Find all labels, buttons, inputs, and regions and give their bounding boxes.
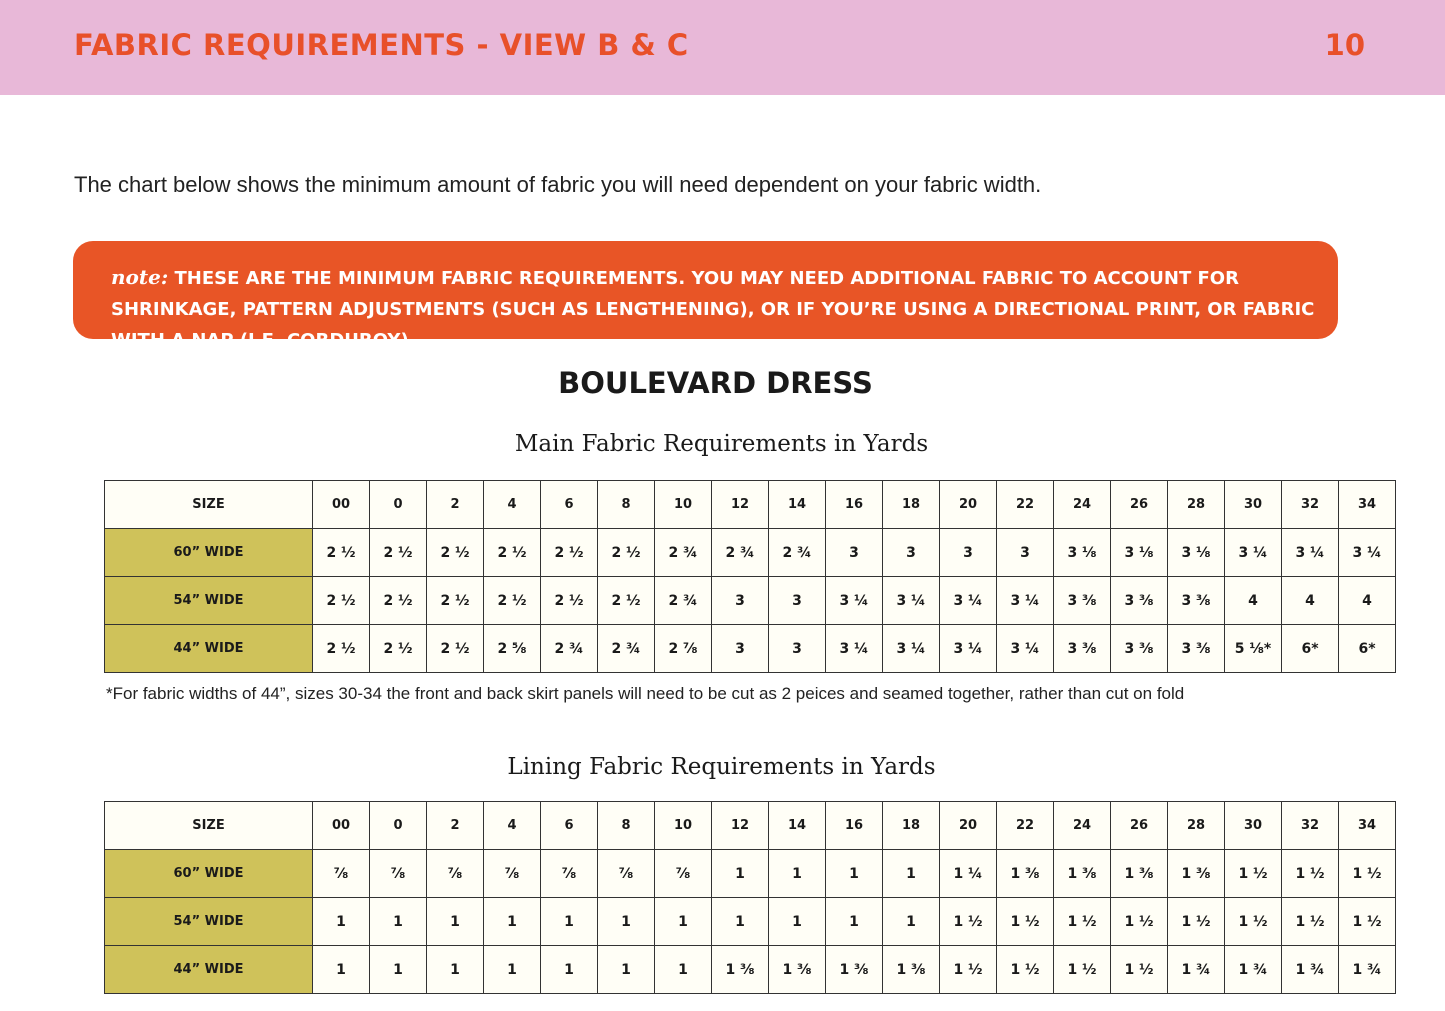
size-column-header: 26 [1111, 481, 1168, 529]
size-column-header: 18 [883, 802, 940, 850]
page-title: FABRIC REQUIREMENTS - VIEW B & C [74, 28, 689, 62]
table-cell: 3 ⅜ [1111, 577, 1168, 625]
table-cell: 1 ½ [1282, 898, 1339, 946]
size-column-header: 28 [1168, 481, 1225, 529]
row-label: 54” WIDE [105, 898, 313, 946]
page-number: 10 [1324, 28, 1365, 62]
table-cell: 1 [826, 850, 883, 898]
size-column-header: 32 [1282, 802, 1339, 850]
main-table-title-text: Main Fabric Requirements in Yards [514, 431, 929, 457]
table-cell: 4 [1282, 577, 1339, 625]
main-table-title [0, 431, 1445, 457]
table-cell: 1 [541, 898, 598, 946]
table-cell: 3 ¼ [940, 625, 997, 673]
size-column-header: 8 [598, 802, 655, 850]
lining-table-title [0, 754, 1445, 780]
table-cell: 1 ⅜ [712, 946, 769, 994]
size-column-header: 4 [484, 802, 541, 850]
table-cell: 1 [883, 850, 940, 898]
table-cell: 3 [826, 529, 883, 577]
dress-title-text: BOULEVARD DRESS [558, 366, 873, 400]
table-cell: 2 ½ [313, 577, 370, 625]
row-label: 60” WIDE [105, 529, 313, 577]
table-cell: 2 ½ [427, 529, 484, 577]
table-cell: 1 [769, 850, 826, 898]
table-cell: ⅞ [313, 850, 370, 898]
table-cell: 1 [712, 898, 769, 946]
dress-title [0, 366, 1445, 400]
size-column-header: 28 [1168, 802, 1225, 850]
table-row [105, 946, 1396, 994]
table-cell: 3 ¼ [826, 577, 883, 625]
size-column-header: 18 [883, 481, 940, 529]
table-cell: 1 ½ [1111, 898, 1168, 946]
size-column-header: 10 [655, 802, 712, 850]
table-cell: 3 ⅛ [1168, 529, 1225, 577]
table-cell: 1 ¾ [1339, 946, 1396, 994]
size-column-header: 4 [484, 481, 541, 529]
table-cell: ⅞ [541, 850, 598, 898]
table-cell: 1 ½ [1111, 946, 1168, 994]
table-cell: 3 [712, 625, 769, 673]
note-text: THESE ARE THE MINIMUM FABRIC REQUIREMENTS. YOU MAY NEED ADDITIONAL FABRIC TO ACCOUNT FOR SHRINKAGE, PATTERN ADJUSTMENTS (SUCH AS LENGTHENING), OR IF YOU’RE USING A DIRECTIONAL PRINT, OR FABRIC WITH A NAP (I.E. CORDUROY) [111, 268, 1315, 351]
table-cell: 1 ½ [997, 898, 1054, 946]
table-cell: 2 ½ [313, 625, 370, 673]
table-cell: 2 ⅝ [484, 625, 541, 673]
table-cell: 3 [883, 529, 940, 577]
table-cell: ⅞ [427, 850, 484, 898]
size-column-header: 34 [1339, 481, 1396, 529]
table-cell: 3 ⅜ [1168, 577, 1225, 625]
table-cell: 2 ½ [427, 625, 484, 673]
table-cell: 1 ⅜ [883, 946, 940, 994]
header-row [105, 481, 1396, 529]
table-cell: 1 ⅜ [769, 946, 826, 994]
table-cell: 2 ⅞ [655, 625, 712, 673]
table-cell: 3 [940, 529, 997, 577]
table-row [105, 577, 1396, 625]
note-label: note: [111, 265, 169, 289]
table-cell: 2 ¾ [712, 529, 769, 577]
table-cell: 1 ½ [1168, 898, 1225, 946]
table-cell: 4 [1225, 577, 1282, 625]
table-cell: 3 ¼ [1225, 529, 1282, 577]
size-column-header: 2 [427, 802, 484, 850]
table-cell: 3 ¼ [883, 625, 940, 673]
size-column-header: 8 [598, 481, 655, 529]
size-column-header: 20 [940, 802, 997, 850]
size-column-header: 24 [1054, 481, 1111, 529]
table-cell: 1 ⅜ [1168, 850, 1225, 898]
table-cell: 3 ⅛ [1054, 529, 1111, 577]
size-column-header: 6 [541, 481, 598, 529]
table-cell: 2 ½ [484, 529, 541, 577]
table-cell: 1 [598, 946, 655, 994]
table-cell: 2 ½ [370, 529, 427, 577]
table-cell: 2 ½ [598, 577, 655, 625]
table-row [105, 898, 1396, 946]
table-cell: 3 ⅜ [1054, 577, 1111, 625]
size-column-header: 00 [313, 802, 370, 850]
table-cell: 1 ½ [997, 946, 1054, 994]
size-column-header: 0 [370, 481, 427, 529]
table-cell: 1 [427, 898, 484, 946]
table-cell: 1 ½ [1282, 850, 1339, 898]
size-header: SIZE [105, 481, 313, 529]
note-callout [73, 241, 1338, 351]
row-label: 44” WIDE [105, 625, 313, 673]
table-cell: 1 [655, 898, 712, 946]
table-cell: 3 ¼ [997, 625, 1054, 673]
size-column-header: 22 [997, 802, 1054, 850]
table-cell: 3 [712, 577, 769, 625]
table-cell: 1 [484, 898, 541, 946]
table-cell: 4 [1339, 577, 1396, 625]
table-cell: 1 [370, 898, 427, 946]
size-column-header: 2 [427, 481, 484, 529]
table-row [105, 529, 1396, 577]
table-cell: 2 ½ [541, 577, 598, 625]
intro-text: The chart below shows the minimum amount of fabric you will need dependent on your fabric width. [74, 172, 1042, 197]
size-column-header: 00 [313, 481, 370, 529]
page-header [0, 0, 1445, 95]
table-cell: 1 ¾ [1168, 946, 1225, 994]
row-label: 60” WIDE [105, 850, 313, 898]
table-cell: 1 [769, 898, 826, 946]
table-cell: 3 ⅜ [1168, 625, 1225, 673]
table-cell: 2 ½ [598, 529, 655, 577]
table-cell: 1 ⅜ [1054, 850, 1111, 898]
table-cell: ⅞ [484, 850, 541, 898]
size-column-header: 26 [1111, 802, 1168, 850]
table-cell: 2 ¾ [598, 625, 655, 673]
header-row [105, 802, 1396, 850]
table-cell: 1 [313, 946, 370, 994]
table-cell: ⅞ [370, 850, 427, 898]
table-cell: 5 ⅛* [1225, 625, 1282, 673]
table-cell: 1 [826, 898, 883, 946]
table-cell: 1 ½ [1339, 850, 1396, 898]
table-cell: 6* [1339, 625, 1396, 673]
table-cell: 2 ½ [484, 577, 541, 625]
table-cell: 2 ¾ [541, 625, 598, 673]
table-cell: 2 ½ [370, 625, 427, 673]
table-cell: ⅞ [598, 850, 655, 898]
table-cell: 3 ⅜ [1054, 625, 1111, 673]
table-cell: 3 [997, 529, 1054, 577]
table-cell: 2 ½ [313, 529, 370, 577]
table-cell: 3 ¼ [826, 625, 883, 673]
table-cell: 2 ½ [541, 529, 598, 577]
table-cell: 2 ½ [427, 577, 484, 625]
table-cell: 2 ¾ [655, 577, 712, 625]
table-cell: 3 ¼ [1282, 529, 1339, 577]
table-cell: 3 [769, 577, 826, 625]
size-column-header: 0 [370, 802, 427, 850]
size-column-header: 12 [712, 481, 769, 529]
table-cell: 3 ¼ [940, 577, 997, 625]
table-cell: ⅞ [655, 850, 712, 898]
size-column-header: 30 [1225, 802, 1282, 850]
table-cell: 1 [370, 946, 427, 994]
table-cell: 1 ¾ [1282, 946, 1339, 994]
table-cell: 3 [769, 625, 826, 673]
table-cell: 2 ½ [370, 577, 427, 625]
size-column-header: 16 [826, 481, 883, 529]
table-row [105, 850, 1396, 898]
table-cell: 3 ⅛ [1111, 529, 1168, 577]
table-cell: 3 ¼ [883, 577, 940, 625]
table-cell: 2 ¾ [655, 529, 712, 577]
table-cell: 3 ¼ [1339, 529, 1396, 577]
size-column-header: 32 [1282, 481, 1339, 529]
size-column-header: 34 [1339, 802, 1396, 850]
table-cell: 1 ¼ [940, 850, 997, 898]
table-cell: 1 ½ [940, 898, 997, 946]
size-column-header: 30 [1225, 481, 1282, 529]
table-cell: 1 ¾ [1225, 946, 1282, 994]
table-cell: 1 ½ [1054, 898, 1111, 946]
table-cell: 1 [313, 898, 370, 946]
row-label: 44” WIDE [105, 946, 313, 994]
table-cell: 2 ¾ [769, 529, 826, 577]
table-cell: 1 ⅜ [997, 850, 1054, 898]
main-fabric-table [104, 480, 1396, 673]
lining-fabric-table [104, 801, 1396, 994]
size-column-header: 24 [1054, 802, 1111, 850]
table-cell: 1 ⅜ [826, 946, 883, 994]
table-cell: 1 [541, 946, 598, 994]
table-cell: 1 ½ [1225, 898, 1282, 946]
table-cell: 1 ½ [1225, 850, 1282, 898]
table-cell: 1 ½ [1054, 946, 1111, 994]
size-column-header: 16 [826, 802, 883, 850]
table-cell: 1 ⅜ [1111, 850, 1168, 898]
size-column-header: 6 [541, 802, 598, 850]
table-cell: 1 [883, 898, 940, 946]
size-column-header: 20 [940, 481, 997, 529]
size-column-header: 14 [769, 802, 826, 850]
table-cell: 1 [712, 850, 769, 898]
footnote: *For fabric widths of 44”, sizes 30-34 the front and back skirt panels will need to be cut as 2 peices and seamed together, rather than cut on fold [106, 684, 1185, 703]
table-cell: 3 ¼ [997, 577, 1054, 625]
table-cell: 6* [1282, 625, 1339, 673]
table-row [105, 625, 1396, 673]
table-cell: 1 [484, 946, 541, 994]
size-header: SIZE [105, 802, 313, 850]
table-cell: 1 ½ [1339, 898, 1396, 946]
table-cell: 1 [427, 946, 484, 994]
size-column-header: 10 [655, 481, 712, 529]
row-label: 54” WIDE [105, 577, 313, 625]
table-cell: 1 [655, 946, 712, 994]
size-column-header: 22 [997, 481, 1054, 529]
size-column-header: 14 [769, 481, 826, 529]
lining-table-title-text: Lining Fabric Requirements in Yards [507, 754, 936, 780]
table-cell: 1 [598, 898, 655, 946]
table-cell: 1 ½ [940, 946, 997, 994]
table-cell: 3 ⅜ [1111, 625, 1168, 673]
size-column-header: 12 [712, 802, 769, 850]
